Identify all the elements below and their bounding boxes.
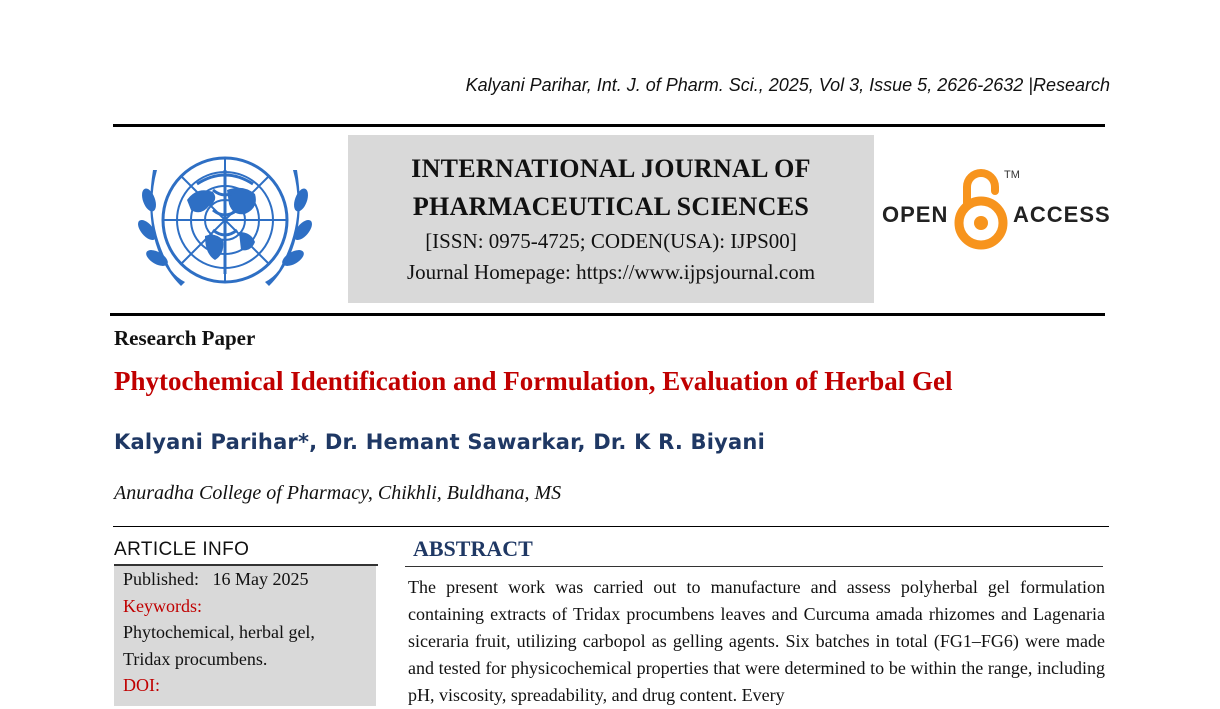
open-access-logo [880, 165, 1111, 255]
journal-homepage: Journal Homepage: https://www.ijpsjournal.com [406, 260, 816, 284]
published-label: Published: [123, 569, 200, 589]
header-bottom-rule [110, 313, 1105, 316]
doi-label: DOI: [123, 675, 160, 695]
section-divider [113, 526, 1109, 527]
abstract-text: The present work was carried out to manufacture and assess polyherbal gel formulation containing extracts of Tridax procumbens leaves and Curcuma amada rhizomes and Lagenaria siceraria fruit, utilizing carbopol as gelling agents. Six batches in total (FG1–FG6) were made and tested for physicochemical properties that were determined to be within the range, including pH, viscosity, spreadability, and drug content. Every [408, 577, 1105, 705]
keywords-line-1: Phytochemical, herbal gel, [123, 622, 315, 642]
keywords-line-2: Tridax procumbens. [123, 649, 268, 669]
published-date: 16 May 2025 [212, 569, 309, 589]
abstract-heading: ABSTRACT [413, 536, 533, 561]
paper-authors: Kalyani Parihar*, Dr. Hemant Sawarkar, Dr. K R. Biyani [114, 430, 765, 454]
paper-title: Phytochemical Identification and Formulation, Evaluation of Herbal Gel [114, 366, 953, 396]
journal-title-line2: PHARMACEUTICAL SCIENCES [412, 192, 810, 221]
header-top-rule [113, 124, 1105, 127]
journal-masthead [348, 135, 874, 303]
open-access-open-text: OPEN [882, 202, 949, 227]
paper-affiliation: Anuradha College of Pharmacy, Chikhli, Buldhana, MS [114, 482, 562, 504]
published-line [123, 569, 309, 590]
article-info-heading: ARTICLE INFO [114, 539, 250, 560]
journal-issn: [ISSN: 0975-4725; CODEN(USA): IJPS00] [425, 229, 797, 253]
keywords-label: Keywords: [123, 596, 202, 616]
paper-type: Research Paper [114, 326, 256, 350]
trademark-mark: TM [1004, 169, 1020, 181]
journal-title-line1: INTERNATIONAL JOURNAL OF [411, 154, 811, 183]
running-head: Kalyani Parihar, Int. J. of Pharm. Sci., 2025, Vol 3, Issue 5, 2626-2632 |Research [465, 75, 1110, 95]
journal-title [348, 150, 874, 226]
open-access-access-text: ACCESS [1013, 202, 1111, 227]
journal-emblem-icon [127, 140, 323, 304]
abstract-rule [405, 566, 1103, 567]
